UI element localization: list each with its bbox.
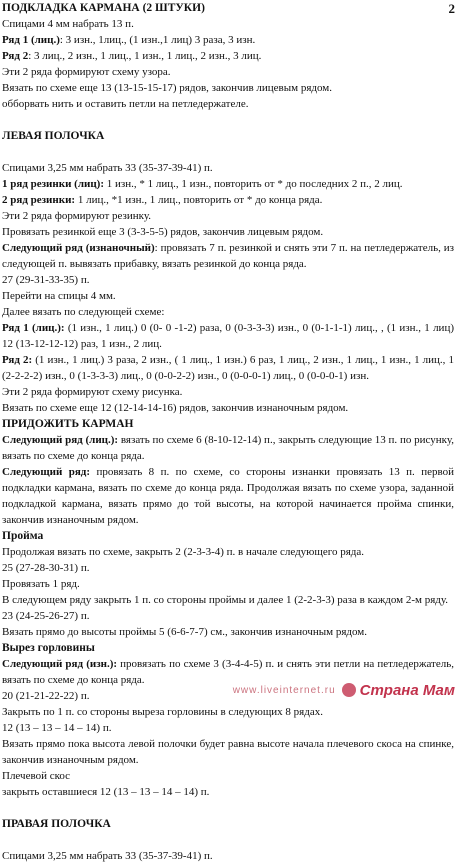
line-text: 27 (29-31-33-35) п. [2,274,90,286]
paragraph-line [2,240,454,272]
line-text: : провязать 7 п. резинкой и снять эти 7 п. на петледержатель, из следующей п. вывязать прибавку, вязать резинкой до конца ряда. [2,242,454,270]
row-label: 2 ряд резинки: [2,194,76,206]
line-text: 1 лиц., *1 изн., 1 лиц., повторить от * до конца ряда. [75,194,323,206]
line-text: Спицами 4 мм набрать 13 п. [2,18,134,30]
line-text: Эти 2 ряда формируют схему узора. [2,66,171,78]
line-text: Продолжая вязать по схеме, закрыть 2 (2-3-3-4) п. в начале следующего ряда. [2,546,365,558]
section-heading [2,640,454,656]
paragraph-line [2,848,454,864]
line-text: (1 изн., 1 лиц.) 3 раза, 2 изн., ( 1 лиц., 1 изн.) 6 раз, 1 лиц., 2 изн., 1 лиц., 1 изн., 1 лиц., 1 (2-2-2-2) изн., 0 (1-3-3-3) лиц., 0 (0-0-2-2) изн., 0 (0-0-0-1) лиц., 0 (0-0-0-1) изн. [2,354,454,382]
row-label: Ряд 2: [2,354,33,366]
line-text: ПРАВАЯ ПОЛОЧКА [2,818,111,830]
blank-line [2,832,454,848]
paragraph-line [2,272,454,288]
paragraph-line [2,432,454,464]
row-label: Следующий ряд (изнаночный) [2,242,155,254]
document-body [2,0,454,864]
paragraph-line [2,288,454,304]
line-text: 1 изн., * 1 лиц., 1 изн., повторить от * до последних 2 п., 2 лиц. [104,178,403,190]
row-label: Следующий ряд: [2,466,91,478]
line-text: вязать по схеме 6 (8-10-12-14) п., закрыть следующие 13 п. по рисунку, вязать по схеме до конца ряда. [2,434,454,462]
line-text: 25 (27-28-30-31) п. [2,562,90,574]
line-text: провязать 8 п. по схеме, со стороны изнанки провязать 13 п. первой подкладки кармана, вязать по схеме до конца ряда. Продолжая вязать по схеме узора, заданной подкладкой кармана, вязать прямо до той высоты, на которой начинается пройма спинки, закончив изнаночным рядом. [2,466,454,526]
line-text: 20 (21-21-22-22) п. [2,690,90,702]
paragraph-line [2,48,454,64]
paragraph-line [2,736,454,768]
paragraph-line [2,624,454,640]
line-text: Эти 2 ряда формируют схему рисунка. [2,386,183,398]
paragraph-line [2,576,454,592]
line-text: : 3 изн., 1лиц., (1 изн.,1 лиц) 3 раза, 3 изн. [59,34,256,46]
row-label: Следующий ряд (изн.): [2,658,118,670]
paragraph-line [2,352,454,384]
line-text: провязать по схеме 3 (3-4-4-5) п. и снять эти петли на петледержатель, вязать по схеме до конца ряда. [2,658,454,686]
line-text: Перейти на спицы 4 мм. [2,290,116,302]
paragraph-line [2,32,454,48]
watermark-url: www.liveinternet.ru [232,684,336,696]
section-heading [2,528,454,544]
line-text: Провязать резинкой еще 3 (3-3-5-5) рядов, закончив лицевым рядом. [2,226,324,238]
paragraph-line [2,16,454,32]
paragraph-line [2,704,454,720]
line-text: Эти 2 ряда формируют резинку. [2,210,152,222]
paragraph-line [2,192,454,208]
row-label: Ряд 1 (лиц.): [2,322,65,334]
line-text: Пройма [2,530,44,542]
line-text: Закрыть по 1 п. со стороны выреза горловины в следующих 8 рядах. [2,706,323,718]
line-text: Вязать по схеме еще 12 (12-14-14-16) рядов, закончив изнаночным рядом. [2,402,349,414]
row-label: Ряд 2 [2,50,29,62]
paragraph-line [2,784,454,800]
paragraph-line [2,384,454,400]
line-text: закрыть оставшиеся 12 (13 – 13 – 14 – 14) п. [2,786,210,798]
line-text: Вязать прямо до высоты проймы 5 (6-6-7-7) см., закончив изнаночным рядом. [2,626,368,638]
paragraph-line [2,464,454,528]
line-text: Вырез горловины [2,642,95,654]
row-label: Ряд 1 (лиц.) [2,34,60,46]
line-text: (1 изн., 1 лиц.) 0 (0- 0 -1-2) раза, 0 (0-3-3-3) изн., 0 (0-1-1-1) лиц., , (1 изн., 1 лиц) 12 (13-12-12-12) раз, 1 изн., 2 лиц. [2,322,454,350]
watermark-brand: Страна Мам [359,681,455,699]
paragraph-line [2,160,454,176]
paragraph-line [2,544,454,560]
paragraph-line [2,320,454,352]
line-text: ПОДКЛАДКА КАРМАНА (2 ШТУКИ) [2,2,205,14]
paragraph-line [2,224,454,240]
paragraph-line [2,400,454,416]
section-heading [2,128,454,144]
paragraph-line [2,96,454,112]
paragraph-line [2,688,454,704]
blank-line [2,144,454,160]
paragraph-line [2,208,454,224]
line-text: Вязать прямо пока высота левой полочки будет равна высоте начала плечевого скоса на спинке, закончив изнаночным рядом. [2,738,454,766]
blank-line [2,112,454,128]
line-text: 12 (13 – 13 – 14 – 14) п. [2,722,112,734]
line-text: обборвать нить и оставить петли на петледержателе. [2,98,249,110]
line-text: В следующем ряду закрыть 1 п. со стороны проймы и далее 1 (2-2-3-3) раза в каждом 2-м ряду. [2,594,449,606]
paragraph-line [2,656,454,688]
line-text: Спицами 3,25 мм набрать 33 (35-37-39-41) п. [2,850,213,862]
paragraph-line [2,592,454,608]
line-text: Провязать 1 ряд. [2,578,80,590]
section-heading [2,0,454,16]
paragraph-line [2,560,454,576]
line-text: Вязать по схеме еще 13 (13-15-15-17) рядов, закончив лицевым рядом. [2,82,332,94]
section-heading [2,816,454,832]
page-number: 2 [448,1,455,16]
row-label: 1 ряд резинки (лиц): [2,178,104,190]
line-text: ЛЕВАЯ ПОЛОЧКА [2,130,105,142]
paragraph-line [2,64,454,80]
line-text: Спицами 3,25 мм набрать 33 (35-37-39-41) п. [2,162,213,174]
paragraph-line [2,304,454,320]
section-heading [2,416,454,432]
line-text: ПРИДОЖИТЬ КАРМАН [2,418,134,430]
line-text: Плечевой скос [2,770,71,782]
row-label: Следующий ряд (лиц.): [2,434,119,446]
line-text: Далее вязать по следующей схеме: [2,306,165,318]
line-text: : 3 лиц., 2 изн., 1 лиц., 1 изн., 1 лиц., 2 изн., 3 лиц. [28,50,262,62]
paragraph-line [2,176,454,192]
blank-line [2,800,454,816]
paragraph-line [2,80,454,96]
paragraph-line [2,720,454,736]
paragraph-line [2,768,454,784]
paragraph-line [2,608,454,624]
line-text: 23 (24-25-26-27) п. [2,610,90,622]
